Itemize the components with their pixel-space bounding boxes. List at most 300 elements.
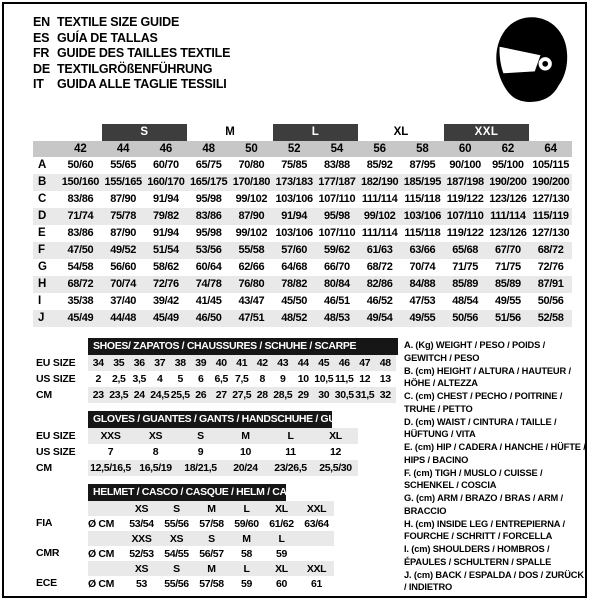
shoes-cm-cell: 24	[133, 389, 145, 401]
size-row-B	[33, 174, 572, 191]
helmet-standard-label: CMR	[36, 547, 60, 560]
language-title: GUIDA ALLE TAGLIE TESSILI	[57, 77, 227, 91]
language-title: GUIDE DES TAILLES TEXTILE	[57, 46, 231, 60]
size-value-cell: 177/187	[318, 176, 356, 188]
helmet-size-cell: XL	[275, 502, 288, 515]
gloves-eu-size-label: EU SIZE	[36, 429, 76, 442]
shoes-eu-cell: 48	[379, 357, 391, 369]
language-code: IT	[33, 77, 44, 91]
shoes-cm-label: CM	[36, 388, 52, 401]
helmet-section-title: HELMET / CASCO / CASQUE / HELM / CASCO	[88, 484, 286, 501]
shoes-cm-cell: 26	[195, 389, 207, 401]
size-value-cell: 99/102	[363, 210, 396, 222]
helmet-size-cell: XS	[134, 502, 149, 515]
size-header-cell: 60	[458, 143, 472, 155]
helmet-value-cell: 61/62	[269, 517, 294, 530]
size-value-cell: 52/58	[537, 312, 564, 324]
row-letter: D	[38, 210, 46, 222]
size-value-cell: 115/119	[532, 210, 569, 222]
shoes-eu-cell: 40	[215, 357, 227, 369]
size-value-cell: 62/66	[238, 261, 265, 273]
gloves-eu-cell: XS	[148, 430, 163, 442]
gloves-cm-label: CM	[36, 461, 52, 474]
size-header-cell: 64	[544, 143, 557, 155]
legend-item: C. (cm) CHEST / PECHO / POITRINE / TRUHE / PETTO	[404, 391, 563, 414]
helmet-size-cell: XXL	[306, 562, 327, 575]
shoes-eu-cell: 47	[359, 357, 371, 369]
size-value-cell: 127/130	[531, 193, 570, 205]
size-value-cell: 85/92	[366, 159, 393, 171]
helmet-value-cells	[88, 576, 334, 591]
shoes-cm-row	[88, 387, 396, 403]
helmet-standard-label: FIA	[36, 517, 53, 530]
size-value-cell: 48/52	[281, 312, 308, 324]
gloves-cm-row	[88, 460, 358, 476]
size-row-I	[33, 293, 572, 310]
size-value-cell: 85/89	[452, 278, 479, 290]
helmet-size-cell: XS	[169, 532, 184, 545]
legend-item: B. (cm) HEIGHT / ALTURA / HAUTEUR / HÖHE / ALTEZZA	[404, 365, 571, 388]
shoes-cm-cell: 28,5	[273, 389, 293, 401]
gloves-eu-cell: S	[197, 430, 204, 442]
size-value-cell: 43/47	[238, 295, 265, 307]
helmet-standard-row-ECE	[36, 576, 401, 591]
size-value-cell: 111/114	[490, 210, 526, 222]
language-code: FR	[33, 46, 50, 60]
shoes-us-cell: 5	[177, 373, 183, 385]
size-value-cell: 55/58	[238, 244, 265, 256]
size-value-cell: 45/50	[281, 295, 308, 307]
size-value-cell: 115/118	[404, 227, 441, 239]
size-group-XXL: XXL	[444, 124, 530, 141]
legend-item: J. (cm) BACK / ESPALDA / DOS / ZURÜCK / INDIETRO	[404, 569, 584, 592]
size-value-cell: 76/80	[238, 278, 265, 290]
size-header-cell: 58	[416, 143, 429, 155]
size-value-cell: 83/86	[195, 210, 222, 222]
size-value-cell: 49/55	[409, 312, 436, 324]
language-title: GUÍA DE TALLAS	[57, 30, 158, 45]
shoes-eu-cell: 42	[256, 357, 268, 369]
size-value-cell: 91/94	[281, 210, 308, 222]
size-value-cell: 107/110	[318, 193, 356, 205]
size-group-row	[33, 124, 572, 141]
shoes-us-cell: 8	[259, 373, 265, 385]
row-letter: E	[38, 227, 46, 239]
shoes-cm-cell: 31,5	[355, 389, 375, 401]
legend-item: F. (cm) TIGH / MUSLO / CUISSE / SCHENKEL / COSCIA	[404, 467, 543, 490]
gloves-cm-cell: 18/21,5	[184, 462, 217, 474]
size-value-cell: 99/102	[235, 227, 268, 239]
legend-item: A. (Kg) WEIGHT / PESO / POIDS / GEWITCH / PESO	[404, 340, 546, 363]
size-value-cell: 87/90	[238, 210, 265, 222]
size-value-cell: 95/100	[492, 159, 524, 171]
helmet-value-cell: 53/54	[129, 517, 154, 530]
helmet-value-cells	[88, 546, 334, 561]
size-value-cell: 127/130	[531, 227, 570, 239]
language-title: TEXTILGRÖßENFÜHRUNG	[57, 61, 213, 76]
size-value-cell: 87/95	[409, 159, 436, 171]
size-value-cell: 45/49	[152, 312, 179, 324]
size-value-cell: 83/88	[323, 159, 350, 171]
language-title-list	[33, 15, 230, 93]
helmet-value-cell: 53	[136, 577, 147, 590]
size-value-cell: 95/98	[323, 210, 350, 222]
helmet-value-cell: 54/55	[164, 547, 189, 560]
size-value-cell: 123/126	[489, 227, 527, 239]
textile-size-table	[33, 124, 572, 327]
helmet-sizes-cells	[88, 561, 334, 576]
size-value-cell: 46/52	[366, 295, 393, 307]
helmet-sizes-cells	[88, 501, 334, 516]
shoes-us-cell: 6,5	[214, 373, 229, 385]
shoes-cm-cell: 24,5	[150, 389, 170, 401]
shoes-us-cell: 11,5	[335, 373, 354, 385]
size-header-cell: 44	[116, 143, 130, 155]
shoes-eu-cell: 46	[338, 357, 350, 369]
helmet-sizes-band-ECE	[36, 561, 401, 576]
helmet-size-cell: S	[173, 502, 180, 515]
size-value-cell: 87/90	[110, 227, 137, 239]
size-value-cell: 75/85	[281, 159, 308, 171]
size-value-cell: 111/114	[361, 193, 398, 205]
shoes-cm-cell: 27	[215, 389, 227, 401]
size-value-cell: 103/106	[275, 227, 313, 239]
language-code: EN	[33, 15, 50, 29]
size-value-cell: 49/54	[366, 312, 393, 324]
helmet-size-cell: M	[242, 532, 251, 545]
size-value-cell: 150/160	[61, 176, 100, 188]
size-value-cell: 107/110	[446, 210, 484, 222]
shoes-eu-cell: 44	[297, 357, 309, 369]
size-header-cell: 62	[501, 143, 515, 155]
size-value-cell: 68/72	[67, 278, 94, 290]
size-value-cell: 95/98	[195, 227, 222, 239]
gloves-us-size-label: US SIZE	[36, 445, 76, 458]
language-row	[33, 15, 230, 31]
shoes-cm-cell: 32	[379, 389, 391, 401]
shoes-section-title: SHOES/ ZAPATOS / CHAUSSURES / SCHUHE / SCARPE	[88, 338, 398, 355]
gloves-cm-cell: 12,5/16,5	[90, 462, 131, 474]
helmet-value-cell: 63/64	[304, 517, 329, 530]
helmet-size-cell: S	[173, 562, 180, 575]
helmet-value-cell: 56/57	[199, 547, 224, 560]
helmet-value-cell: 58	[241, 547, 252, 560]
size-value-cell: 61/63	[366, 244, 393, 256]
size-value-cell: 190/200	[531, 176, 570, 188]
bottom-tables	[36, 338, 401, 599]
shoes-eu-cell: 43	[277, 357, 289, 369]
row-letter: F	[38, 244, 45, 256]
size-value-cell: 50/56	[452, 312, 479, 324]
row-letter: B	[38, 176, 46, 188]
shoes-eu-cell: 45	[318, 357, 330, 369]
shoes-eu-cell: 34	[92, 357, 104, 369]
helmet-sizes-band-FIA	[36, 501, 401, 516]
gloves-us-cell: 10	[240, 446, 251, 458]
size-value-cell: 75/78	[110, 210, 137, 222]
gloves-section-title: GLOVES / GUANTES / GANTS / HANDSCHUHE / GUANTI	[88, 411, 332, 428]
size-value-cell: 47/53	[409, 295, 436, 307]
language-code: ES	[33, 30, 50, 45]
size-value-cell: 60/70	[152, 159, 179, 171]
size-group-L: L	[273, 124, 359, 141]
gloves-eu-cell: M	[241, 430, 250, 442]
gloves-section	[36, 411, 401, 476]
helmet-standard-row-CMR	[36, 546, 401, 561]
size-header-cell: 56	[373, 143, 386, 155]
language-title: TEXTILE SIZE GUIDE	[57, 15, 180, 29]
size-rows	[33, 157, 572, 327]
size-value-cell: 160/170	[147, 176, 185, 188]
size-value-cell: 119/122	[446, 193, 484, 205]
helmet-size-cell: XL	[275, 562, 288, 575]
size-value-cell: 80/84	[323, 278, 350, 290]
helmet-value-cells	[88, 516, 334, 531]
shoes-us-size-label: US SIZE	[36, 372, 76, 385]
size-value-cell: 165/175	[189, 176, 228, 188]
size-header-cell: 54	[330, 143, 344, 155]
size-value-cell: 107/110	[318, 227, 356, 239]
row-letter: I	[38, 295, 41, 307]
shoes-us-cell: 12	[359, 373, 371, 385]
size-value-cell: 60/64	[195, 261, 222, 273]
size-header-row	[33, 141, 572, 157]
gloves-us-cell: 12	[330, 446, 341, 458]
size-value-cell: 70/74	[409, 261, 436, 273]
shoes-cm-cell: 23,5	[109, 389, 129, 401]
shoes-eu-cell: 41	[236, 357, 248, 369]
helmet-size-cell: L	[243, 502, 250, 515]
shoes-cm-cell: 27,5	[232, 389, 252, 401]
size-value-cell: 51/56	[494, 312, 521, 324]
diameter-unit: Ø CM	[88, 547, 115, 560]
size-value-cell: 187/198	[446, 176, 484, 188]
helmet-standard-row-FIA	[36, 516, 401, 531]
helmet-sizes-cells	[88, 531, 334, 546]
size-value-cell: 50/60	[67, 159, 94, 171]
shoes-eu-cell: 35	[113, 357, 125, 369]
size-header-spacer	[33, 141, 59, 157]
size-value-cell: 49/52	[110, 244, 137, 256]
size-value-cell: 71/75	[494, 261, 521, 273]
helmet-value-cell: 60	[276, 577, 287, 590]
size-value-cell: 71/75	[452, 261, 479, 273]
legend-item: G. (cm) ARM / BRAZO / BRAS / ARM / BRACCIO	[404, 493, 563, 516]
size-group-XL: XL	[393, 126, 409, 138]
shoes-eu-row	[88, 355, 396, 371]
shoes-us-row	[88, 371, 396, 387]
shoes-us-cell: 2	[95, 373, 101, 385]
size-value-cell: 79/82	[152, 210, 179, 222]
size-header-cell: 42	[74, 143, 87, 155]
size-header-cell: 52	[287, 143, 301, 155]
diameter-unit: Ø CM	[88, 577, 115, 590]
size-value-cell: 65/68	[452, 244, 479, 256]
legend-item: E. (cm) HIP / CADERA / HANCHE / HÜFTE / HIPS / BACINO	[404, 442, 586, 465]
shoes-cm-cell: 23	[92, 389, 104, 401]
gloves-us-row	[88, 444, 358, 460]
size-value-cell: 72/76	[152, 278, 179, 290]
helmet-icon	[492, 15, 568, 105]
gloves-cm-cell: 20/24	[233, 462, 258, 474]
size-value-cell: 56/60	[110, 261, 137, 273]
shoes-eu-size-label: EU SIZE	[36, 356, 76, 369]
size-value-cell: 83/86	[67, 227, 94, 239]
size-value-cell: 99/102	[235, 193, 268, 205]
shoes-us-cell: 10,5	[314, 373, 334, 385]
row-letter: A	[38, 159, 46, 171]
helmet-standard-label: ECE	[36, 577, 57, 590]
size-header-cell: 50	[245, 143, 258, 155]
language-row	[33, 62, 230, 78]
helmet-size-cell: L	[243, 562, 250, 575]
helmet-size-cell: M	[207, 502, 216, 515]
size-value-cell: 170/180	[232, 176, 271, 188]
language-row	[33, 31, 230, 47]
helmet-value-cell: 59	[241, 577, 252, 590]
gloves-cm-cell: 23/26,5	[274, 462, 307, 474]
helmet-value-cell: 57/58	[199, 577, 224, 590]
gloves-eu-cell: XXS	[100, 430, 121, 442]
row-letter: H	[38, 278, 46, 290]
size-value-cell: 91/94	[152, 227, 179, 239]
gloves-us-cell: 9	[197, 446, 204, 458]
size-value-cell: 68/72	[366, 261, 393, 273]
size-value-cell: 67/70	[494, 244, 521, 256]
size-value-cell: 47/50	[67, 244, 94, 256]
size-value-cell: 119/122	[446, 227, 484, 239]
size-value-cell: 39/42	[152, 295, 179, 307]
shoes-us-cell: 10	[297, 373, 309, 385]
helmet-value-cell: 55/56	[164, 577, 189, 590]
size-value-cell: 78/82	[281, 278, 308, 290]
size-value-cell: 111/114	[361, 227, 398, 239]
shoes-eu-cell: 36	[133, 357, 145, 369]
size-value-cell: 53/56	[195, 244, 222, 256]
size-value-cell: 72/76	[537, 261, 564, 273]
size-value-cell: 51/54	[152, 244, 179, 256]
size-value-cell: 68/72	[537, 244, 564, 256]
shoes-eu-cell: 39	[195, 357, 207, 369]
size-value-cell: 44/48	[110, 312, 137, 324]
size-value-cell: 63/66	[409, 244, 436, 256]
gloves-us-cell: 11	[285, 446, 296, 458]
shoes-cm-cell: 29	[297, 389, 309, 401]
size-value-cell: 190/200	[489, 176, 527, 188]
shoes-cm-cell: 28	[256, 389, 268, 401]
helmet-section	[36, 484, 401, 591]
size-value-cell: 46/50	[195, 312, 222, 324]
shoes-us-cell: 9	[280, 373, 286, 385]
gloves-eu-cell: XL	[329, 430, 342, 442]
size-value-cell: 95/98	[195, 193, 222, 205]
shoes-cm-cell: 25,5	[170, 389, 190, 401]
size-value-cell: 37/40	[110, 295, 137, 307]
shoes-eu-cell: 37	[154, 357, 166, 369]
helmet-size-cell: XXL	[306, 502, 327, 515]
shoes-eu-cell: 38	[174, 357, 186, 369]
size-value-cell: 87/91	[537, 278, 564, 290]
size-value-cell: 47/51	[238, 312, 265, 324]
helmet-value-cell: 61	[311, 577, 322, 590]
helmet-size-cell: XS	[134, 562, 149, 575]
size-value-cell: 185/195	[403, 176, 442, 188]
size-row-E	[33, 225, 572, 242]
size-value-cell: 115/118	[404, 193, 441, 205]
size-value-cell: 82/86	[366, 278, 393, 290]
helmet-value-cell: 59/60	[234, 517, 259, 530]
size-value-cell: 48/53	[323, 312, 350, 324]
size-value-cell: 35/38	[67, 295, 94, 307]
size-value-cell: 65/75	[195, 159, 222, 171]
size-value-cell: 105/115	[532, 159, 569, 171]
shoes-us-cell: 7,5	[234, 373, 249, 385]
gloves-eu-row	[88, 428, 358, 444]
row-letter: C	[38, 193, 46, 205]
shoes-us-cell: 13	[379, 373, 391, 385]
size-group-S: S	[102, 124, 188, 141]
row-letter: G	[38, 261, 47, 273]
size-value-cell: 49/55	[494, 295, 521, 307]
size-row-J	[33, 310, 572, 327]
legend-item: I. (cm) SHOULDERS / HOMBROS / ÉPAULES / SCHULTERN / SPALLE	[404, 544, 552, 567]
shoes-cm-cell: 30	[318, 389, 330, 401]
size-value-cell: 155/165	[104, 176, 142, 188]
shoes-cm-cell: 30,5	[334, 389, 354, 401]
gloves-cm-cell: 16,5/19	[139, 462, 172, 474]
size-value-cell: 66/70	[323, 261, 350, 273]
size-value-cell: 41/45	[195, 295, 222, 307]
size-value-cell: 71/74	[67, 210, 94, 222]
helmet-size-cell: L	[278, 532, 285, 545]
size-value-cell: 87/90	[110, 193, 137, 205]
gloves-eu-cell: L	[287, 430, 294, 442]
size-row-C	[33, 191, 572, 208]
size-value-cell: 85/89	[494, 278, 521, 290]
gloves-cm-cell: 25,5/30	[319, 462, 352, 474]
size-value-cell: 103/106	[403, 210, 442, 222]
language-code: DE	[33, 61, 50, 76]
helmet-sizes-band-CMR	[36, 531, 401, 546]
helmet-size-cell: S	[208, 532, 215, 545]
size-header-cell: 46	[159, 143, 173, 155]
size-value-cell: 74/78	[195, 278, 222, 290]
shoes-us-cell: 2,5	[111, 373, 126, 385]
size-value-cell: 123/126	[489, 193, 527, 205]
size-value-cell: 70/80	[238, 159, 265, 171]
diameter-unit: Ø CM	[88, 517, 115, 530]
shoes-us-cell: 6	[198, 373, 204, 385]
helmet-value-cell: 52/53	[129, 547, 154, 560]
measurement-legend	[404, 339, 586, 594]
row-letter: J	[38, 312, 45, 324]
size-row-D	[33, 208, 572, 225]
size-value-cell: 48/54	[452, 295, 479, 307]
size-value-cell: 45/49	[67, 312, 94, 324]
size-row-A	[33, 157, 572, 174]
helmet-rows	[36, 501, 401, 591]
shoes-section	[36, 338, 401, 403]
size-row-F	[33, 242, 572, 259]
size-value-cell: 46/51	[323, 295, 350, 307]
legend-item: D. (cm) WAIST / CINTURA / TAILLE / HÜFTUNG / VITA	[404, 416, 557, 439]
helmet-value-cell: 57/58	[199, 517, 224, 530]
size-value-cell: 57/60	[281, 244, 308, 256]
size-value-cell: 173/183	[275, 176, 313, 188]
language-row	[33, 46, 230, 62]
size-value-cell: 182/190	[360, 176, 399, 188]
helmet-value-cell: 59	[276, 547, 287, 560]
